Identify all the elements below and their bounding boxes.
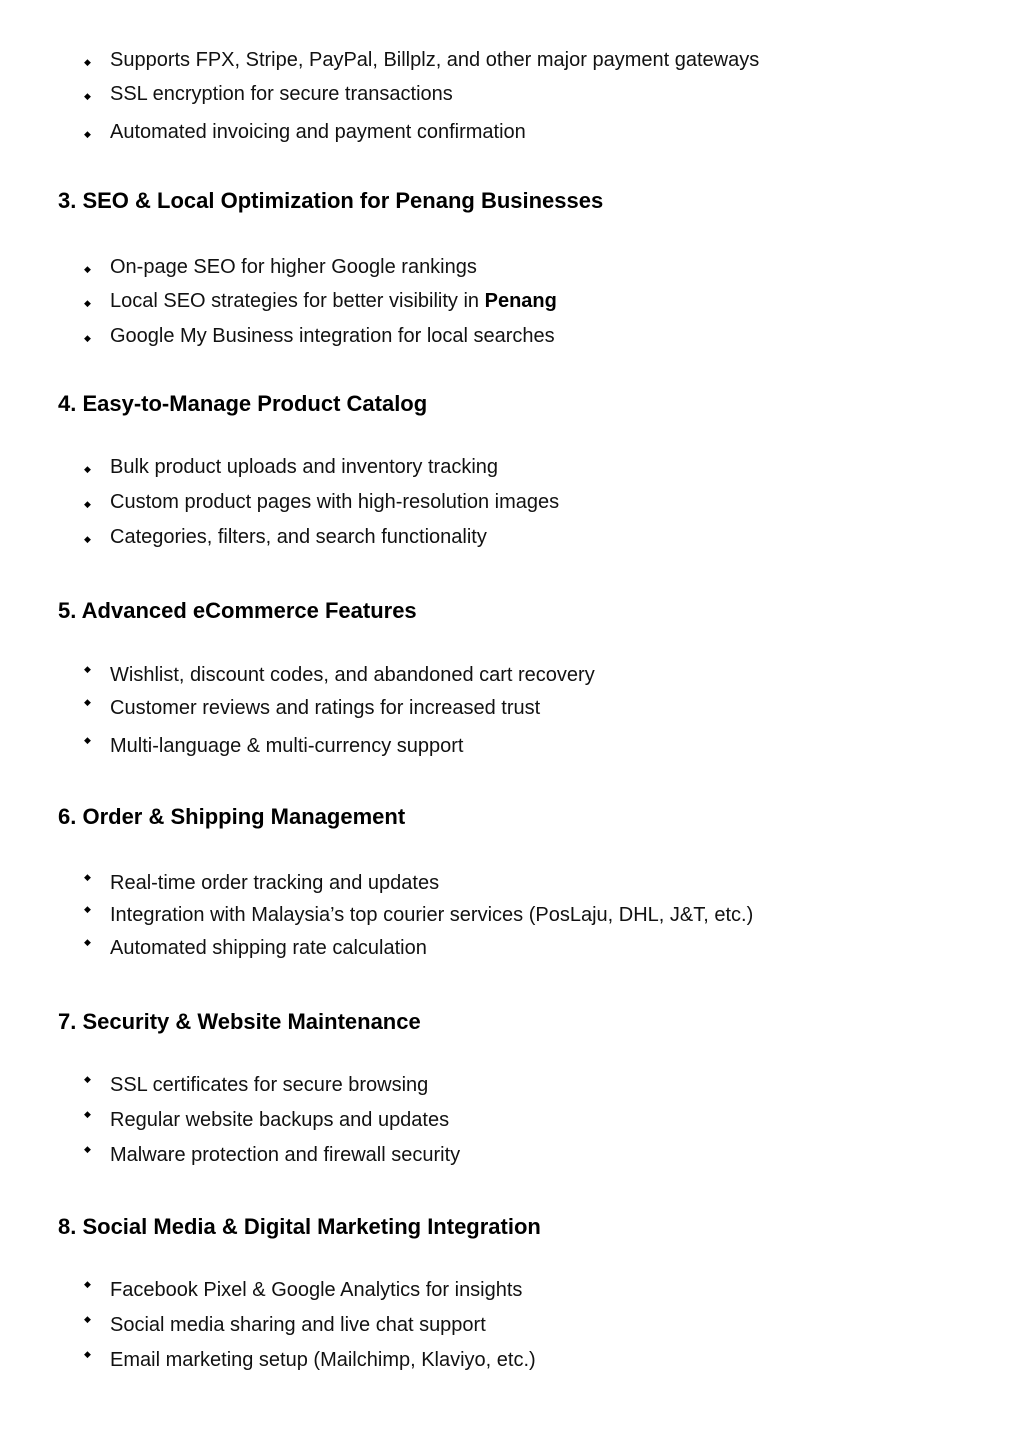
list-item-text: SSL certificates for secure browsing <box>110 1074 429 1096</box>
diamond-bullet-icon: ◆ <box>84 872 91 882</box>
list-item <box>84 902 984 932</box>
diamond-bullet-icon: ◆ <box>84 264 91 274</box>
list-item <box>84 1347 984 1377</box>
section-heading: 6. Order & Shipping Management <box>58 804 406 829</box>
list-item <box>84 288 984 318</box>
list-item-text: Regular website backups and updates <box>110 1109 450 1131</box>
list-item <box>84 323 984 353</box>
diamond-bullet-icon: ◆ <box>84 664 91 674</box>
list-item-text-regular: Local SEO strategies for better visibility in <box>110 290 485 312</box>
list-item-text: Supports FPX, Stripe, PayPal, Billplz, and other major payment gateways <box>110 49 760 71</box>
list-item-text: SSL encryption for secure transactions <box>110 83 453 105</box>
list-item <box>84 119 984 149</box>
list-item-text: Email marketing setup (Mailchimp, Klaviyo, etc.) <box>110 1349 536 1371</box>
section-heading: 3. SEO & Local Optimization for Penang Businesses <box>58 188 604 213</box>
diamond-bullet-icon: ◆ <box>84 333 91 343</box>
list-item-text <box>110 288 557 314</box>
diamond-bullet-icon: ◆ <box>84 937 91 947</box>
list-item <box>84 1072 984 1102</box>
list-item-text: Integration with Malaysia’s top courier services (PosLaju, DHL, J&T, etc.) <box>110 904 754 926</box>
list-item-text: Custom product pages with high-resolution images <box>110 491 560 513</box>
list-item-text: On-page SEO for higher Google rankings <box>110 256 477 278</box>
list-item <box>84 1107 984 1137</box>
diamond-bullet-icon: ◆ <box>84 57 91 67</box>
section-heading: 5. Advanced eCommerce Features <box>58 598 417 623</box>
diamond-bullet-icon: ◆ <box>84 697 91 707</box>
list-item <box>84 1142 984 1172</box>
diamond-bullet-icon: ◆ <box>84 1074 91 1084</box>
list-item-text: Real-time order tracking and updates <box>110 872 440 894</box>
diamond-bullet-icon: ◆ <box>84 129 91 139</box>
diamond-bullet-icon: ◆ <box>84 464 91 474</box>
diamond-bullet-icon: ◆ <box>84 91 91 101</box>
list-item <box>84 454 984 484</box>
diamond-bullet-icon: ◆ <box>84 298 91 308</box>
list-item <box>84 254 984 284</box>
list-item-text: Automated invoicing and payment confirmation <box>110 121 526 143</box>
diamond-bullet-icon: ◆ <box>84 904 91 914</box>
list-item-text: Facebook Pixel & Google Analytics for insights <box>110 1279 523 1301</box>
list-item-text: Customer reviews and ratings for increased trust <box>110 697 541 719</box>
list-item-text: Wishlist, discount codes, and abandoned cart recovery <box>110 664 595 686</box>
section-heading: 4. Easy-to-Manage Product Catalog <box>58 391 428 416</box>
list-item <box>84 1312 984 1342</box>
list-item <box>84 935 984 965</box>
list-item-text: Categories, filters, and search functionality <box>110 526 487 548</box>
list-item-text: Multi-language & multi-currency support <box>110 735 464 757</box>
list-item <box>84 870 984 900</box>
diamond-bullet-icon: ◆ <box>84 1279 91 1289</box>
list-item <box>84 489 984 519</box>
diamond-bullet-icon: ◆ <box>84 1109 91 1119</box>
diamond-bullet-icon: ◆ <box>84 735 91 745</box>
list-item-text: Bulk product uploads and inventory tracking <box>110 456 499 478</box>
list-item-text: Google My Business integration for local searches <box>110 325 555 347</box>
list-item <box>84 695 984 725</box>
diamond-bullet-icon: ◆ <box>84 1314 91 1324</box>
list-item <box>84 662 984 692</box>
diamond-bullet-icon: ◆ <box>84 499 91 509</box>
list-item-text-bold: Penang <box>484 290 557 312</box>
section-heading: 7. Security & Website Maintenance <box>58 1009 421 1034</box>
list-item-text: Social media sharing and live chat support <box>110 1314 486 1336</box>
list-item <box>84 81 984 111</box>
diamond-bullet-icon: ◆ <box>84 1349 91 1359</box>
list-item <box>84 733 984 763</box>
list-item <box>84 1277 984 1307</box>
list-item <box>84 47 984 77</box>
list-item-text: Malware protection and firewall security <box>110 1144 461 1166</box>
diamond-bullet-icon: ◆ <box>84 534 91 544</box>
list-item-text: Automated shipping rate calculation <box>110 937 427 959</box>
section-heading: 8. Social Media & Digital Marketing Integration <box>58 1214 541 1239</box>
diamond-bullet-icon: ◆ <box>84 1144 91 1154</box>
list-item <box>84 524 984 554</box>
